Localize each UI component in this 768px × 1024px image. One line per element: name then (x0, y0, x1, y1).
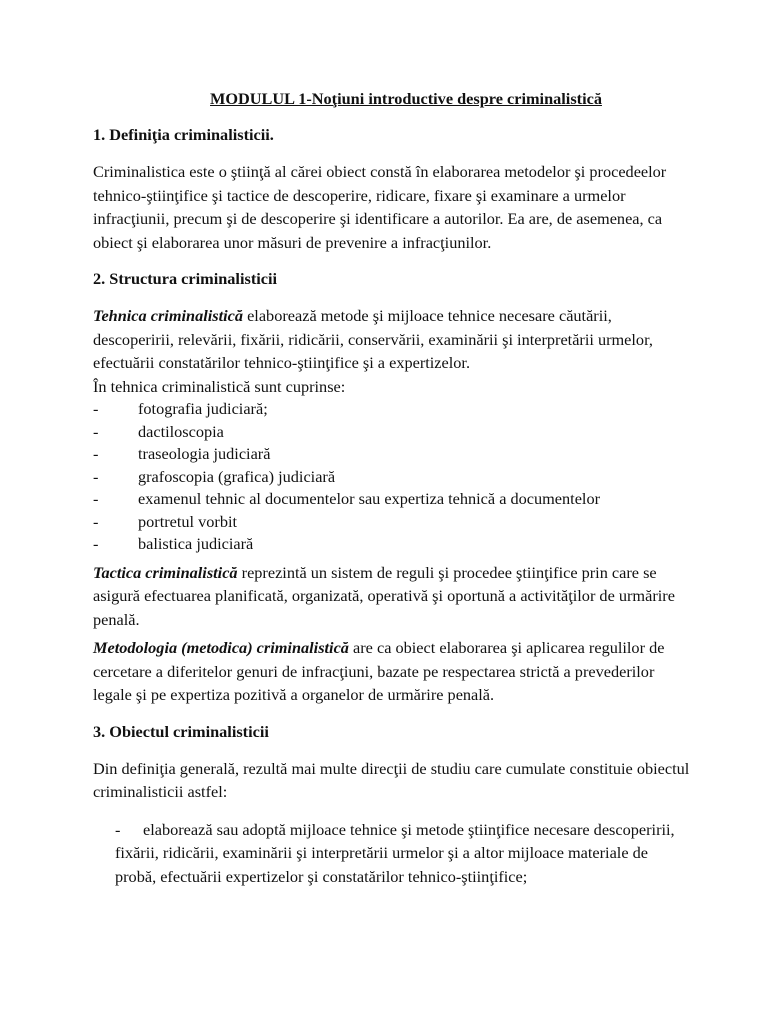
list-item: - examenul tehnic al documentelor sau expertiza tehnică a documentelor (93, 488, 693, 511)
metodologia-text: are ca obiect elaborarea şi aplicarea regulilor de cercetare a diferitelor genuri de infracţiuni, bazate pe respectarea strictă a prevederilor legale şi pe expertiza pozitivă a organelor de urmărire penală. (93, 638, 665, 704)
tactica-term: Tactica criminalistică (93, 562, 238, 582)
obiect-intro-paragraph: Din definiţia generală, rezultă mai multe direcţii de studiu care cumulate constituie obiectul criminalisticii astfel: (93, 758, 690, 801)
list-item (115, 818, 693, 889)
list-item-text: elaborează sau adoptă mijloace tehnice şi metode ştiinţifice necesare descoperirii, fixării, ridicării, examinării şi interpretării urmelor şi a altor mijloace materiale de probă, efectuării expertizelor şi constatărilor tehnico-ştiinţifice; (115, 819, 675, 886)
list-item: - balistica judiciară (93, 533, 693, 556)
obiect-list (93, 818, 693, 889)
tehnica-paragraph (93, 304, 693, 375)
list-item: - traseologia judiciară (93, 443, 693, 466)
list-item: - fotografia judiciară; (93, 398, 693, 421)
definition-paragraph: Criminalistica este o ştiinţă al cărei obiect constă în elaborarea metodelor şi procedeelor tehnico-ştiinţifice şi tactice de descoperire, ridicare, fixare şi examinare a urmelor infracţiunii, precum şi de descoperire şi identificare a autorilor. Ea are, de asemenea, ca obiect şi elaborarea unor măsuri de prevenire a infracţiunilor. (93, 162, 667, 252)
tehnica-term: Tehnica criminalistică (93, 306, 244, 325)
list-item: - grafoscopia (grafica) judiciară (93, 466, 693, 489)
section-3-heading: 3. Obiectul criminalisticii (93, 721, 269, 741)
tactica-text: reprezintă un sistem de reguli şi procedee ştiinţifice prin care se asigură efectuarea planificată, organizată, operativă şi oportună a activităţilor de urmărire penală. (93, 562, 675, 629)
metodologia-term: Metodologia (metodica) criminalistică (93, 638, 349, 657)
tehnica-text: elaborează metode şi mijloace tehnice necesare căutării, descoperirii, relevării, fixării, ridicării, conservării, examinării şi interpretării urmelor, efectuării constatărilor tehnico-ştiinţifice şi a expertizelor. (93, 306, 653, 372)
tehnica-list (93, 398, 693, 556)
list-item: - portretul vorbit (93, 511, 693, 534)
tactica-paragraph (93, 561, 693, 632)
section-2-heading: 2. Structura criminalisticii (93, 269, 278, 288)
document-title: MODULUL 1-Noţiuni introductive despre criminalistică (210, 89, 602, 108)
metodologia-paragraph (93, 636, 693, 707)
document-page (93, 88, 693, 888)
section-1-heading: 1. Definiţia criminalisticii. (93, 125, 274, 144)
list-item: - dactiloscopia (93, 421, 693, 444)
list-dash: - (115, 819, 121, 839)
tehnica-includes-intro: În tehnica criminalistică sunt cuprinse: (93, 376, 346, 396)
